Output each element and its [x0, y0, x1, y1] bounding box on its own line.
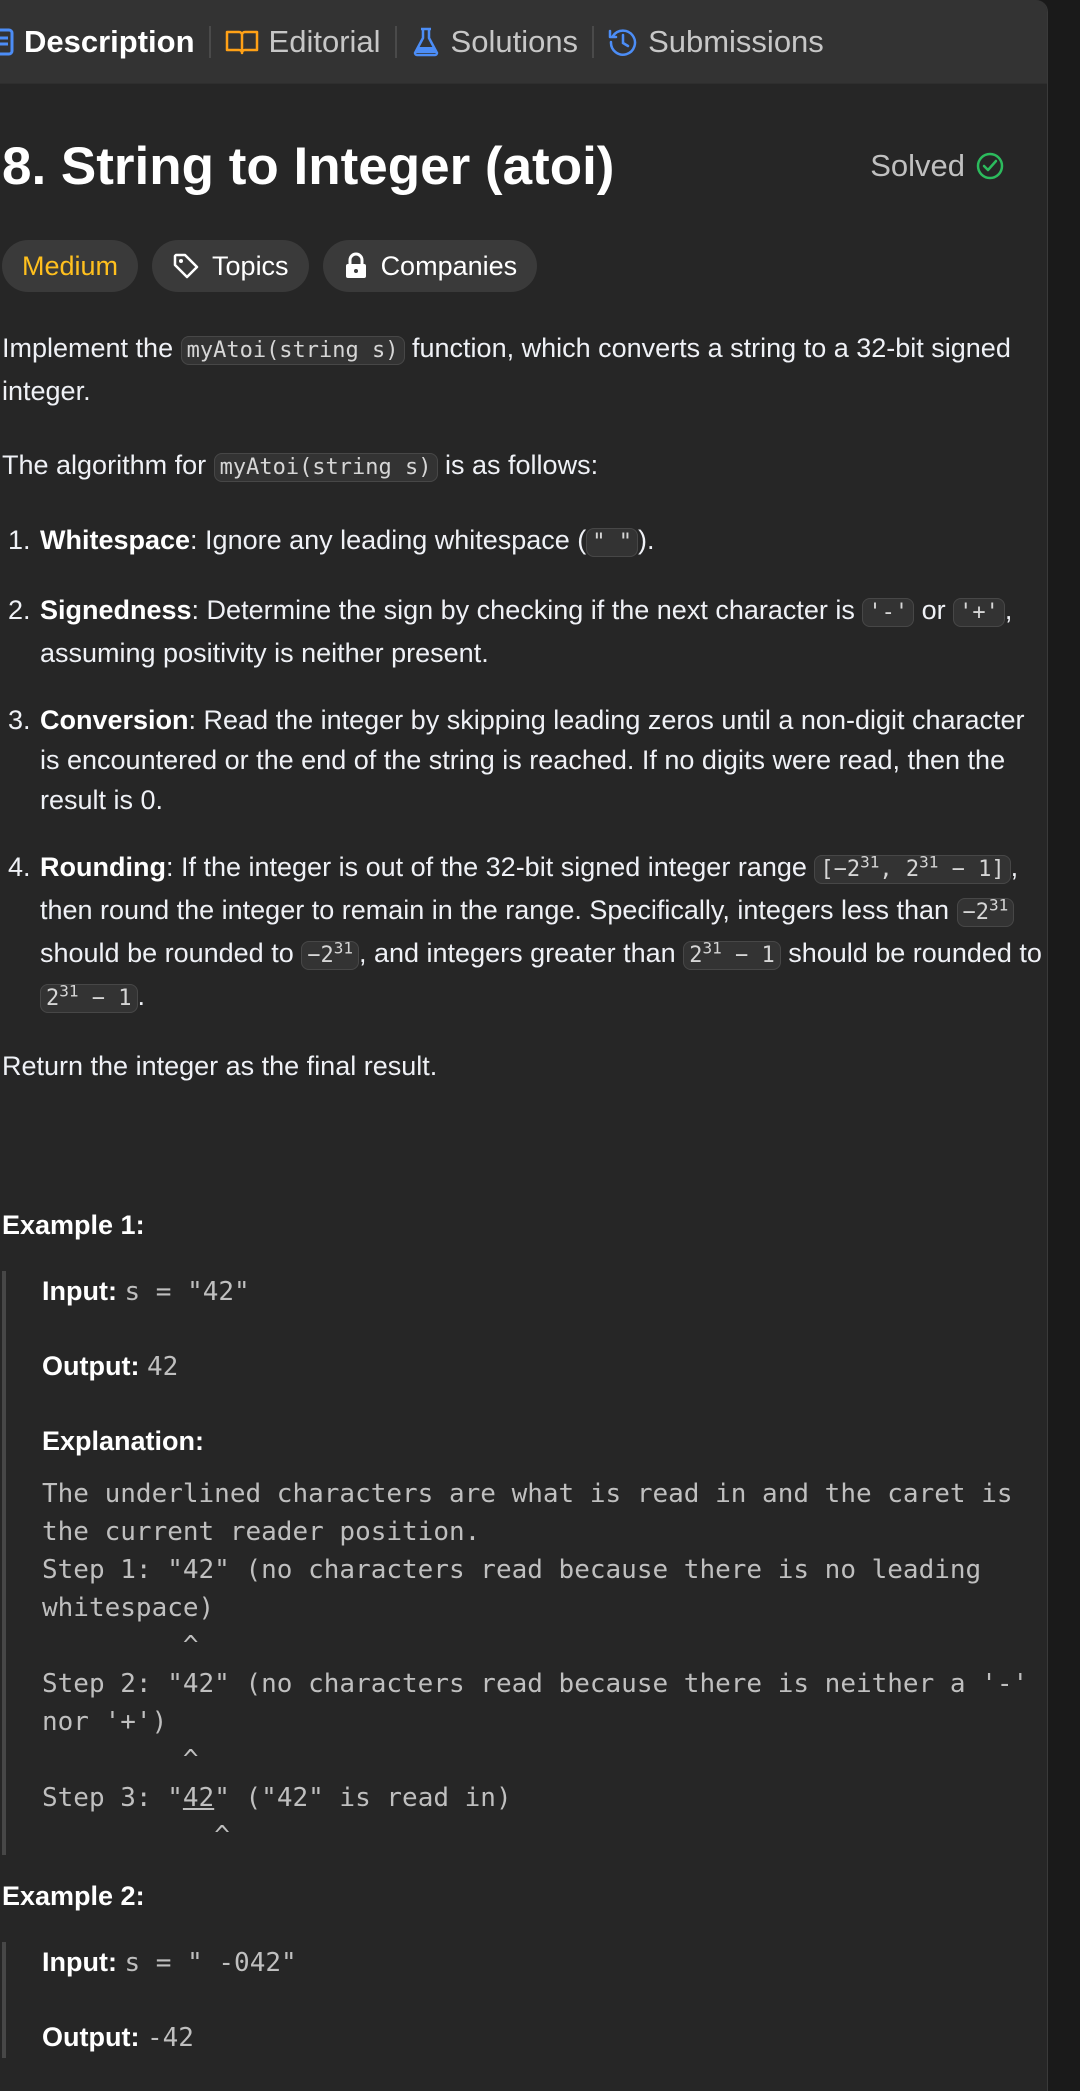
example-input: Input: s = " -042" — [42, 1947, 297, 1978]
companies-button[interactable]: Companies — [323, 240, 538, 292]
inline-code: myAtoi(string s) — [214, 453, 438, 482]
example-1-block — [2, 1271, 1043, 1855]
problem-content — [0, 106, 1047, 2058]
difficulty-badge[interactable]: Medium — [2, 240, 138, 292]
example-output: Output: -42 — [42, 2022, 194, 2053]
book-icon — [225, 28, 259, 56]
check-circle-icon — [975, 151, 1005, 181]
flask-icon — [411, 27, 441, 57]
example-2-title: Example 2: — [2, 1881, 145, 1911]
title-row — [2, 106, 1043, 226]
inline-code: myAtoi(string s) — [181, 336, 405, 365]
example-explanation: The underlined characters are what is read in and the caret is the current reader position. Step 1: "42" (no characters read because there is no leading whitespace) ^ Step 2: "42" (no characters read because there is neither a '-' nor '+') ^ Step 3: "42" ("42" is read in) ^ — [42, 1479, 1044, 1851]
topics-button[interactable]: Topics — [152, 240, 309, 292]
tab-solutions[interactable]: Solutions — [397, 0, 593, 84]
range-code: [$-2^{31}$, $2^{31} - 1$] — [814, 855, 1010, 884]
example-explanation-label: Explanation: — [42, 1426, 205, 1456]
example-2-block — [2, 1942, 1043, 2058]
tab-bar — [0, 0, 1047, 84]
example-1-title: Example 1: — [2, 1210, 145, 1240]
list-item: 4. Rounding: If the integer is out of the 32-bit signed integer range [$-2^{31}$, $2^{31} - 1$] , then round the integer to remain in the range. Specifically, integers less than $-2^{31}$ should be rounded to $-2^{31}$ , and integers greater than $2^{31} - 1$ should be rounded to $2^{31} - 1$ . — [38, 847, 1043, 1019]
tab-submissions[interactable]: Submissions — [594, 0, 838, 84]
tab-description[interactable]: Description — [0, 0, 209, 84]
list-item: 3. Conversion: Read the integer by skipping leading zeros until a non-digit character is encountered or the end of the string is reached. If no digits were read, then the result is 0. — [38, 700, 1043, 820]
example-output: Output: 42 — [42, 1351, 179, 1382]
page-title: 8. String to Integer (atoi) — [2, 136, 615, 196]
solved-status: Solved — [870, 148, 1005, 184]
algorithm-steps — [2, 520, 1043, 1019]
tab-editorial[interactable]: Editorial — [211, 0, 395, 84]
lock-icon — [343, 252, 369, 280]
history-icon — [608, 27, 638, 57]
tag-icon — [172, 252, 200, 280]
return-paragraph: Return the integer as the final result. — [2, 1051, 438, 1081]
tag-chips — [2, 240, 1043, 292]
example-input: Input: s = "42" — [42, 1276, 250, 1307]
list-item: 2. Signedness: Determine the sign by checking if the next character is '-' or '+' , assuming positivity is neither present. — [38, 590, 1043, 673]
description-icon — [0, 28, 14, 56]
algorithm-paragraph: The algorithm for myAtoi(string s) is as follows: — [2, 450, 599, 480]
side-gutter — [1048, 0, 1080, 2091]
list-item: 1. Whitespace: Ignore any leading whitespace ( " " ). — [38, 520, 1043, 563]
intro-paragraph: Implement the myAtoi(string s) function, which converts a string to a 32-bit signed integer. — [2, 333, 1011, 406]
